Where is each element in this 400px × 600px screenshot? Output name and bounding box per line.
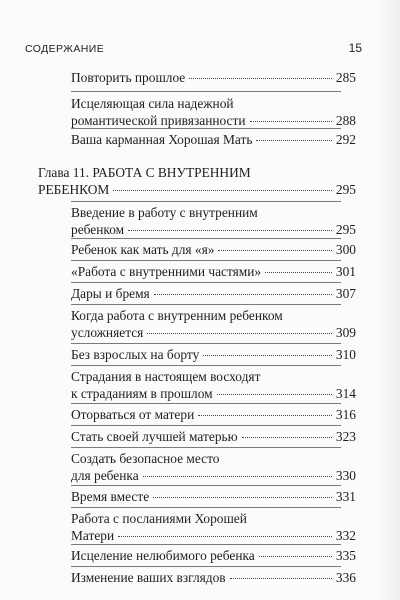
toc-entry-title-continued: для ребенка (71, 467, 139, 483)
toc-entry (71, 308, 356, 341)
toc-entry-title: Повторить прошлое (71, 70, 186, 85)
dot-leader (256, 140, 331, 141)
toc-entry-title-continued: усложняется (71, 324, 144, 340)
toc-entry (71, 242, 356, 259)
dot-leader (242, 437, 332, 438)
running-head: СОДЕРЖАНИЕ (25, 43, 105, 55)
dot-leader (203, 355, 332, 356)
toc-page-number: 330 (335, 467, 356, 483)
toc-entry-title: Исцеляющая сила надежной (71, 96, 234, 111)
toc-chapter-entry (38, 165, 356, 198)
toc-entry-title-continued: ребенком (71, 221, 125, 237)
toc-page-number: 292 (335, 132, 356, 147)
toc-entry (71, 205, 356, 238)
toc-page-number: 331 (335, 489, 356, 504)
toc-page-number: 309 (335, 324, 356, 340)
chapter-title: Глава 11. РАБОТА С ВНУТРЕННИМ (38, 165, 251, 180)
toc-entry (71, 511, 356, 544)
dot-leader (153, 497, 332, 498)
toc-page-number: 314 (335, 385, 356, 401)
toc-entry-title-continued: Матери (71, 527, 115, 543)
toc-entry-title-continued: романтической привязанности (71, 112, 246, 128)
toc-page-number: 307 (335, 286, 356, 301)
toc-entry (71, 548, 356, 565)
entry-separator (71, 365, 341, 366)
entry-separator (71, 343, 341, 344)
toc-entry (71, 369, 356, 402)
toc-entry-title: Создать безопасное место (71, 451, 220, 466)
toc-page-number: 285 (335, 70, 356, 85)
dot-leader (217, 394, 332, 395)
toc-entry (71, 570, 356, 587)
entry-separator (71, 201, 341, 202)
toc-entry (71, 96, 356, 129)
toc-entry (71, 451, 356, 484)
dot-leader (143, 476, 332, 477)
toc-entry (71, 347, 356, 364)
dot-leader (265, 272, 332, 273)
toc-page-number: 301 (335, 264, 356, 279)
toc-entry-title: Время вместе (71, 489, 150, 504)
toc-entry (71, 407, 356, 424)
toc-page-number: 300 (335, 242, 356, 257)
toc-page-number: 310 (335, 347, 356, 362)
entry-separator (71, 238, 341, 239)
toc-entry (71, 286, 356, 303)
entry-separator (71, 566, 341, 567)
entry-separator (71, 260, 341, 261)
entry-separator (71, 485, 341, 486)
toc-entry-title: «Работа с внутренними частями» (71, 264, 262, 279)
toc-entry-title: Работа с посланиями Хорошей (71, 511, 247, 526)
toc-page-number: 316 (335, 407, 356, 422)
entry-separator (71, 304, 341, 305)
entry-separator (71, 403, 341, 404)
toc-page-number: 332 (335, 527, 356, 543)
entry-separator (71, 507, 341, 508)
dot-leader (128, 230, 332, 231)
toc-entry-title-continued: к страданиям в прошлом (71, 385, 213, 401)
dot-leader (154, 294, 332, 295)
entry-separator (71, 425, 341, 426)
toc-page-number: 323 (335, 429, 356, 444)
toc-page-number: 295 (335, 181, 356, 197)
toc-entry-title: Ребенок как мать для «я» (71, 242, 215, 257)
toc-entry (71, 489, 356, 506)
entry-separator (71, 128, 341, 129)
toc-entry-title: Изменение ваших взглядов (71, 570, 226, 585)
toc-entry-title: Когда работа с внутренним ребенком (71, 308, 283, 323)
entry-separator (71, 91, 341, 92)
entry-separator (71, 544, 341, 545)
dot-leader (118, 536, 332, 537)
dot-leader (189, 78, 332, 79)
dot-leader (147, 333, 332, 334)
toc-entry-title: Исцеление нелюбимого ребенка (71, 548, 255, 563)
toc-page-number: 336 (335, 570, 356, 585)
toc-page-number: 288 (335, 112, 356, 128)
dot-leader (230, 578, 332, 579)
dot-leader (113, 190, 332, 191)
dot-leader (250, 121, 332, 122)
toc-entry-title: Оторваться от матери (71, 407, 195, 422)
toc-entry-title: Без взрослых на борту (71, 347, 200, 362)
entry-separator (71, 447, 341, 448)
toc-entry (71, 264, 356, 281)
toc-entry (71, 429, 356, 446)
entry-separator (71, 282, 341, 283)
dot-leader (218, 250, 331, 251)
toc-entry-title: Страдания в настоящем восходят (71, 369, 261, 384)
page-number: 15 (348, 41, 362, 55)
page-edge-shadow (374, 0, 400, 600)
toc-entry-title: Ваша карманная Хорошая Мать (71, 132, 253, 147)
toc-entry (71, 132, 356, 149)
toc-entry-title: Введение в работу с внутренним (71, 205, 258, 220)
dot-leader (198, 415, 332, 416)
toc-page-number: 335 (335, 548, 356, 563)
dot-leader (259, 556, 332, 557)
toc-entry-title: Стать своей лучшей матерью (71, 429, 238, 444)
toc-entry (71, 70, 356, 87)
toc-entry-title: Дары и бремя (71, 286, 150, 301)
toc-page-number: 295 (335, 221, 356, 237)
chapter-title-continued: РЕБЕНКОМ (38, 181, 110, 197)
